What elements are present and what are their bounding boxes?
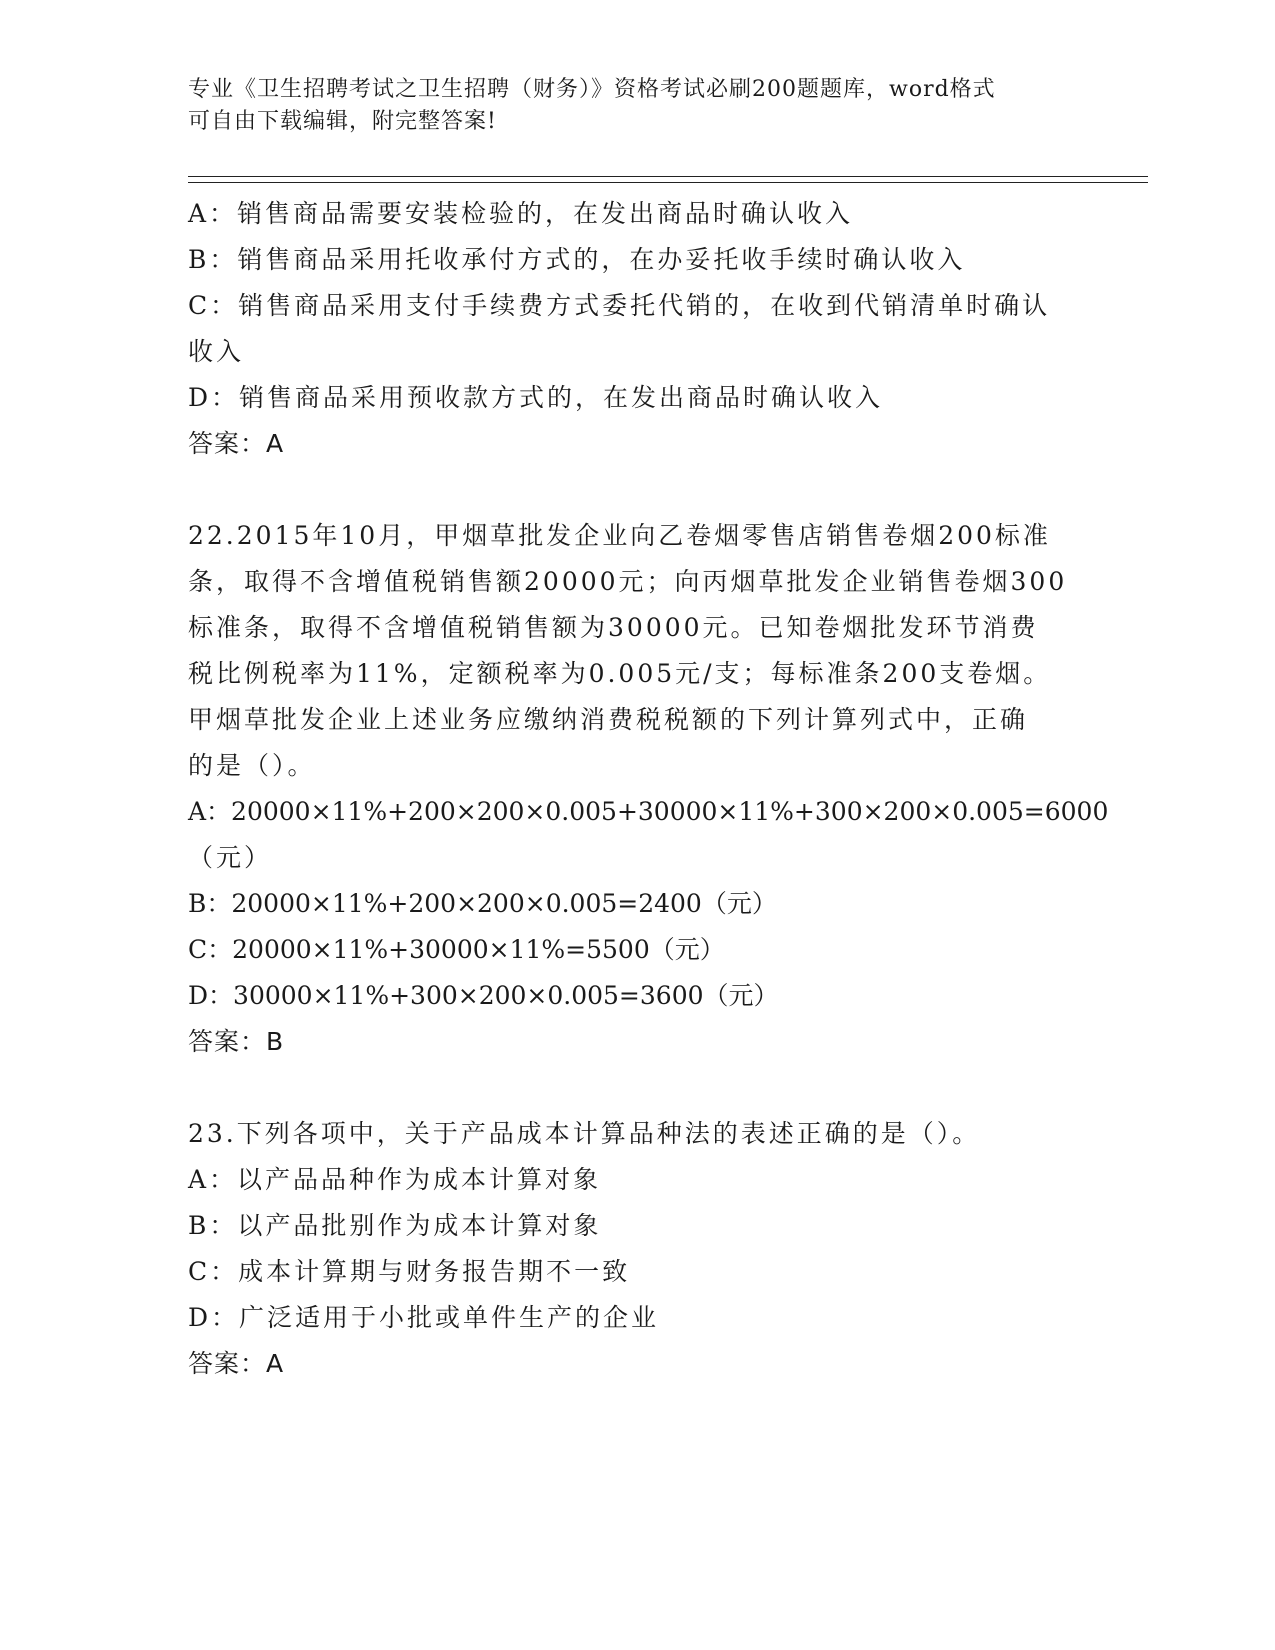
q23-option-a: A：以产品品种作为成本计算对象 [188, 1165, 602, 1194]
q21-answer: 答案：A [188, 429, 285, 458]
q21-option-a: A：销售商品需要安装检验的，在发出商品时确认收入 [188, 199, 854, 228]
q22-answer: 答案：B [188, 1027, 285, 1056]
q22-option-a-line-2: （元） [188, 843, 273, 872]
q23-answer: 答案：A [188, 1349, 285, 1378]
q22-stem-line-3: 标准条，取得不含增值税销售额为30000元。已知卷烟批发环节消费 [188, 613, 1039, 642]
header-title-line-1: 专业《卫生招聘考试之卫生招聘（财务）》资格考试必刷200题题库，word格式 [188, 77, 996, 102]
header-divider-bottom [188, 182, 1148, 183]
question-21-block [188, 191, 1088, 467]
question-23-block [188, 1111, 1088, 1387]
q21-option-c-line-1: C：销售商品采用支付手续费方式委托代销的，在收到代销清单时确认 [188, 291, 1051, 320]
q22-option-d: D：30000×11%+300×200×0.005=3600（元） [188, 981, 779, 1010]
q22-stem-line-4: 税比例税率为11%，定额税率为0.005元/支；每标准条200支卷烟。 [188, 659, 1052, 688]
q23-stem: 23.下列各项中，关于产品成本计算品种法的表述正确的是（）。 [188, 1119, 981, 1148]
q21-option-d: D：销售商品采用预收款方式的，在发出商品时确认收入 [188, 383, 884, 412]
spacer [188, 1065, 1088, 1111]
document-header [188, 74, 1088, 138]
q22-option-c: C：20000×11%+30000×11%=5500（元） [188, 935, 725, 964]
q22-stem-line-1: 22.2015年10月，甲烟草批发企业向乙卷烟零售店销售卷烟200标准 [188, 521, 1051, 550]
question-22-block [188, 513, 1109, 1065]
header-title-line-2: 可自由下载编辑，附完整答案! [188, 109, 497, 134]
header-divider-top [188, 176, 1148, 177]
q23-option-b: B：以产品批别作为成本计算对象 [188, 1211, 602, 1240]
document-body [188, 191, 1109, 1387]
q22-stem-line-6: 的是（）。 [188, 751, 316, 780]
q23-option-d: D：广泛适用于小批或单件生产的企业 [188, 1303, 660, 1332]
q22-stem-line-2: 条，取得不含增值税销售额20000元；向丙烟草批发企业销售卷烟300 [188, 567, 1068, 596]
q21-option-b: B：销售商品采用托收承付方式的，在办妥托收手续时确认收入 [188, 245, 966, 274]
q22-stem-line-5: 甲烟草批发企业上述业务应缴纳消费税税额的下列计算列式中，正确 [188, 705, 1029, 734]
q23-option-c: C：成本计算期与财务报告期不一致 [188, 1257, 631, 1286]
q22-option-b: B：20000×11%+200×200×0.005=2400（元） [188, 889, 777, 918]
q22-option-a-line-1: A：20000×11%+200×200×0.005+30000×11%+300×200×0.005=6000 [188, 797, 1109, 826]
q21-option-c-line-2: 收入 [188, 337, 245, 366]
spacer [188, 467, 1088, 513]
